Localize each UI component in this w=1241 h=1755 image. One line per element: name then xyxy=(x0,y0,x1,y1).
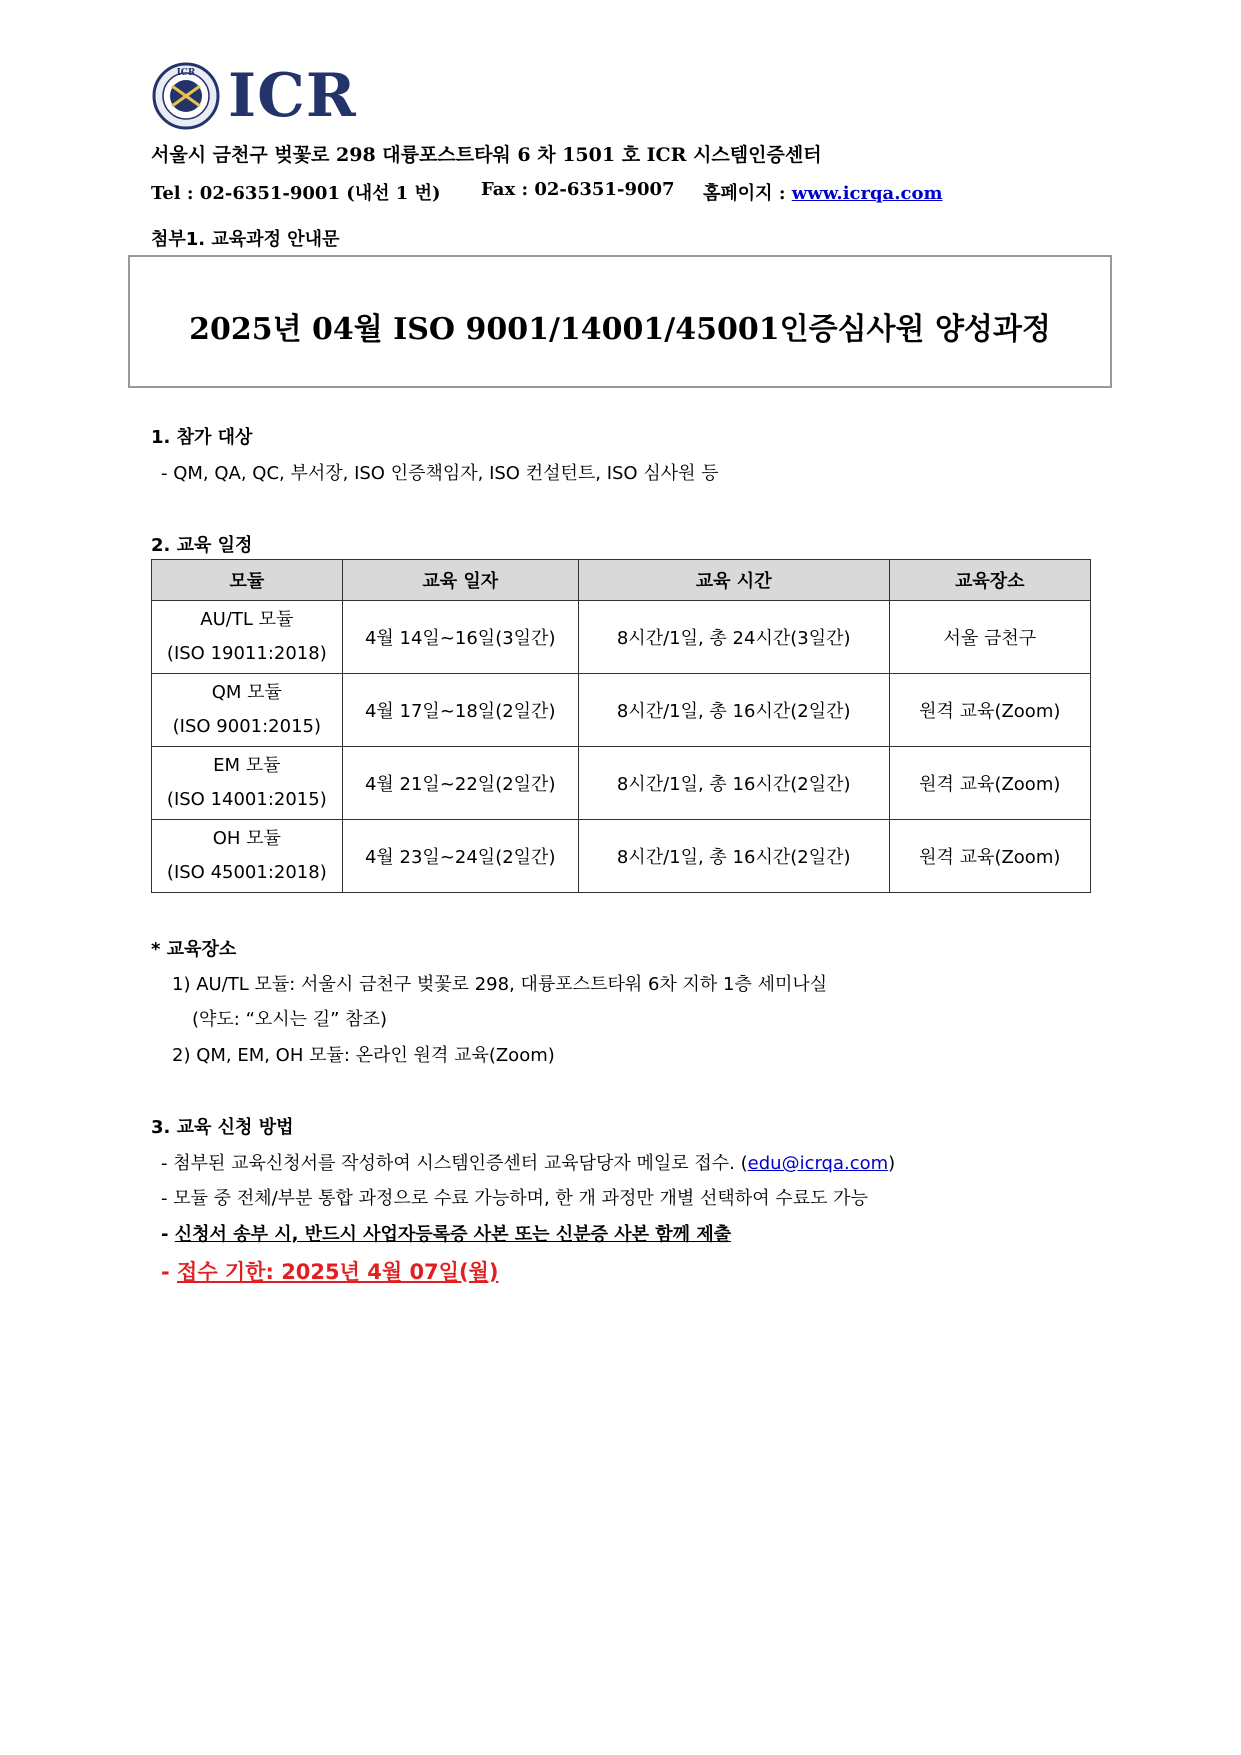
time-cell: 8시간/1일, 총 16시간(2일간) xyxy=(578,674,889,747)
logo-wordmark: ICR xyxy=(228,61,357,131)
date-cell: 4월 21일~22일(2일간) xyxy=(342,747,578,820)
venue-line-1-map-note: (약도: “오시는 길” 참조) xyxy=(192,1009,388,1030)
apply-line-4-dash: - xyxy=(161,1260,178,1284)
module-cell xyxy=(152,820,343,893)
date-cell: 4월 17일~18일(2일간) xyxy=(342,674,578,747)
apply-line-3-dash: - xyxy=(161,1224,175,1245)
place-cell: 원격 교육(Zoom) xyxy=(889,747,1090,820)
attachment-label: 첨부1. 교육과정 안내문 xyxy=(151,229,340,250)
place-cell: 원격 교육(Zoom) xyxy=(889,674,1090,747)
table-row xyxy=(152,601,1091,674)
apply-line-3 xyxy=(161,1220,731,1246)
apply-line-1-text: - 첨부된 교육신청서를 작성하여 시스템인증센터 교육담당자 메일로 접수. ( xyxy=(161,1153,748,1174)
title-box xyxy=(128,255,1112,388)
table-header-row xyxy=(152,560,1091,601)
time-cell: 8시간/1일, 총 24시간(3일간) xyxy=(578,601,889,674)
module-standard: (ISO 45001:2018) xyxy=(166,862,327,883)
apply-line-1 xyxy=(161,1149,895,1175)
course-title: 2025년 04월 ISO 9001/14001/45001인증심사원 양성과정 xyxy=(189,312,1051,347)
table-row xyxy=(152,820,1091,893)
table-row xyxy=(152,747,1091,820)
module-cell xyxy=(152,601,343,674)
apply-line-1-close: ) xyxy=(888,1153,896,1174)
section2-heading: 2. 교육 일정 xyxy=(151,535,253,556)
time-cell: 8시간/1일, 총 16시간(2일간) xyxy=(578,820,889,893)
deadline-note: 접수 기한: 2025년 4월 07일(월) xyxy=(177,1260,499,1284)
schedule-table xyxy=(151,559,1091,893)
time-cell: 8시간/1일, 총 16시간(2일간) xyxy=(578,747,889,820)
module-name: OH 모듈 xyxy=(212,828,281,849)
venue-heading: * 교육장소 xyxy=(151,939,237,960)
table-row xyxy=(152,674,1091,747)
homepage xyxy=(703,179,943,205)
date-cell: 4월 14일~16일(3일간) xyxy=(342,601,578,674)
place-cell: 원격 교육(Zoom) xyxy=(889,820,1090,893)
fax-number: Fax : 02-6351-9007 xyxy=(481,179,675,200)
svg-text:ICR: ICR xyxy=(176,68,196,78)
module-standard: (ISO 9001:2015) xyxy=(172,716,322,737)
apply-line-4 xyxy=(161,1256,498,1286)
tel-number: Tel : 02-6351-9001 (내선 1 번) xyxy=(151,183,441,204)
module-cell xyxy=(152,747,343,820)
homepage-link[interactable]: www.icrqa.com xyxy=(791,183,943,204)
document-requirement-note: 신청서 송부 시, 반드시 사업자등록증 사본 또는 신분증 사본 함께 제출 xyxy=(174,1224,732,1245)
homepage-label: 홈페이지 : xyxy=(703,183,786,204)
date-cell: 4월 23일~24일(2일간) xyxy=(342,820,578,893)
column-header-place: 교육장소 xyxy=(889,560,1090,601)
education-email-link[interactable]: edu@icrqa.com xyxy=(747,1153,889,1174)
module-name: QM 모듈 xyxy=(211,682,282,703)
module-standard: (ISO 14001:2015) xyxy=(166,789,327,810)
module-name: AU/TL 모듈 xyxy=(200,609,294,630)
column-header-time: 교육 시간 xyxy=(578,560,889,601)
module-standard: (ISO 19011:2018) xyxy=(166,643,327,664)
section1-heading: 1. 참가 대상 xyxy=(151,427,253,448)
contact-line xyxy=(151,179,943,205)
apply-line-2: - 모듈 중 전체/부분 통합 과정으로 수료 가능하며, 한 개 과정만 개별 선택하여 수료도 가능 xyxy=(161,1188,868,1209)
place-cell: 서울 금천구 xyxy=(889,601,1090,674)
icr-logo xyxy=(152,62,357,130)
venue-line-1: 1) AU/TL 모듈: 서울시 금천구 벚꽃로 298, 대륭포스트타워 6차 지하 1층 세미나실 xyxy=(172,974,828,995)
icr-seal-icon xyxy=(152,62,220,130)
column-header-module: 모듈 xyxy=(152,560,343,601)
center-address: 서울시 금천구 벚꽃로 298 대륭포스트타워 6 차 1501 호 ICR 시스템인증센터 xyxy=(151,144,822,166)
target-audience: - QM, QA, QC, 부서장, ISO 인증책임자, ISO 컨설턴트, ISO 심사원 등 xyxy=(161,463,719,484)
module-name: EM 모듈 xyxy=(213,755,281,776)
module-cell xyxy=(152,674,343,747)
column-header-date: 교육 일자 xyxy=(342,560,578,601)
section3-heading: 3. 교육 신청 방법 xyxy=(151,1117,294,1138)
venue-line-2: 2) QM, EM, OH 모듈: 온라인 원격 교육(Zoom) xyxy=(172,1045,555,1066)
